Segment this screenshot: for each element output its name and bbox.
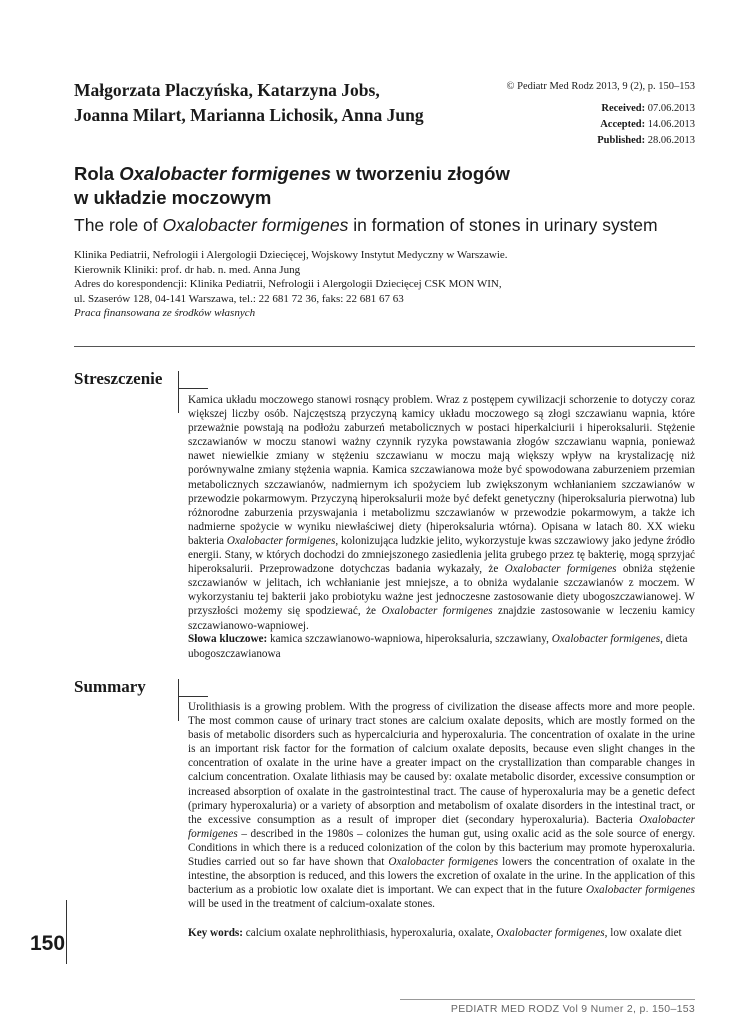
- keywords-polish: Słowa kluczowe: kamica szczawianowo-wapniowa, hiperoksaluria, szczawiany, Oxalobacter formigenes, dieta ubogoszczawianowa: [188, 633, 688, 660]
- divider: [74, 346, 695, 347]
- authors-line-2: Joanna Milart, Marianna Lichosik, Anna Jung: [74, 105, 424, 125]
- section-tick: [178, 388, 208, 389]
- section-bar: [178, 371, 179, 413]
- abstract-polish: Kamica układu moczowego stanowi rosnący problem. Wraz z postępem cywilizacji schorzenie to dotyczy coraz większej liczby osób. Najczęstszą przyczyną kamicy układu moczowego są złogi szczawianu wapnia, które przeważnie powstają na podłożu zaburzeń metabolicznych w postaci hiperkalciurii i hiperoksalurii. Stężenie szczawianów w moczu stanowi ważny czynnik ryzyka powstawania złogów szczawianu wapnia, ponieważ nawet niewielkie zmiany w stężeniu szczawianu w moczu mają większy wpływ na krystalizację niż porównywalne zmiany stężenia wapnia. Kamica szczawianowa może być spowodowana zaburzeniem przemian metabolicznych szczawianów, nadmiernym ich spożyciem lub zwiększonym wchłanianiem szczawianów w przewodzie pokarmowym. Przyczyną hiperoksalurii może być defekt genetyczny (hiperoksaluria pierwotna) lub różnorodne zaburzenia przyswajania i metabolizmu szczawianów w przewodzie pokarmowym, a także ich nadmierne spożycie w wyniku niewłaściwej diety (hiperoksaluria wtórna). Opisana w latach 80. XX wieku bakteria Oxalobacter formigenes, kolonizująca ludzkie jelito, wykorzystuje kwas szczawiowy jako jedyne źródło energii. Stany, w których dochodzi do zmniejszonego zasiedlenia jelita grubego przez tę bakterię, mogą sprzyjać hiperoksalurii. Przeprowadzone dotychczas badania wykazały, że Oxalobacter formigenes obniża stężenie szczawianów w jelitach, ich wchłanianie jest mniejsze, a to obniża wydalanie szczawianów z moczem. W wykorzystaniu tej bakterii jako probiotyku ważne jest jednoczesne zastosowanie diety ubogoszczawianowej. W przyszłości możemy się spodziewać, że Oxalobacter formigenes znajdzie zastosowanie w leczeniu kamicy szczawianowo-wapniowej.: [188, 394, 696, 632]
- page-number: 150: [30, 932, 66, 955]
- authors-line-1: Małgorzata Placzyńska, Katarzyna Jobs,: [74, 80, 380, 100]
- section-bar: [178, 679, 179, 721]
- affiliation: Klinika Pediatrii, Nefrologii i Alergologii Dziecięcej, Wojskowy Instytut Medyczny w Warszawie. Kierownik Kliniki: prof. dr hab. n. med. Anna Jung Adres do korespondencji: Klinika Pediatrii, Nefrologii i Alergologii Dziecięcej CSK MON WIN, ul. Szaserów 128, 04-141 Warszawa, tel.: 22 681 72 36, faks: 22 681 67 63 Praca finansowana ze środków własnych: [74, 248, 694, 321]
- heading-streszczenie: Streszczenie: [74, 369, 163, 388]
- page-number-bar: [66, 900, 67, 964]
- abstract-english: Urolithiasis is a growing problem. With the progress of civilization the disease affects more and more people. The most common cause of urinary tract stones are calcium oxalate deposits, which are mostly formed on the basis of metabolic disorders such as hypercalciuria and hyperoxaluria. The concentration of oxalate in the urine is an important risk factor for the formation of calcium oxalate deposits, because even slight changes in the concentration of oxalate in the urine have a greater impact on the crystallization than comparable changes in calcium concentration. Oxalate lithiasis may be caused by: oxalate metabolic disorder, excessive consumption or increased absorption of oxalate in the gastrointestinal tract. The cause of hyperoxaluria may be a genetic defect (primary hyperoxaluria) or a variety of absorption and metabolism of oxalate disorders in the intestinal tract, or the excessive consumption as a result of improper diet (secondary hyperoxaluria). Bacteria Oxalobacter formigenes – described in the 1980s – colonizes the human gut, using oxalic acid as the sole source of energy. Conditions in which there is a reduced colonization of the colon by this bacterium may promote hyperoxaluria. Studies carried out so far have shown that Oxalobacter formigenes lowers the concentration of oxalate in the intestine, the absorption is reduced, and this lowers the excretion of oxalate in the urine. In the application of this bacterium as a probiotic low oxalate diet is important. We can expect that in the future Oxalobacter formigenes will be used in the treatment of calcium-oxalate stones.: [188, 701, 695, 911]
- footer-rule: [400, 999, 695, 1000]
- citation: © Pediatr Med Rodz 2013, 9 (2), p. 150–153: [506, 81, 695, 92]
- title-english: The role of Oxalobacter formigenes in formation of stones in urinary system: [74, 215, 658, 235]
- title-polish: Rola Oxalobacter formigenes w tworzeniu złogów w układzie moczowym: [74, 163, 510, 208]
- funding-note: Praca finansowana ze środków własnych: [74, 307, 256, 319]
- published-date: Published: 28.06.2013: [597, 135, 695, 146]
- heading-summary: Summary: [74, 677, 146, 696]
- authors: [74, 78, 484, 128]
- keywords-english: Key words: calcium oxalate nephrolithiasis, hyperoxaluria, oxalate, Oxalobacter formigenes, low oxalate diet: [188, 927, 682, 939]
- article-dates: [520, 101, 695, 149]
- footer-journal: PEDIATR MED RODZ Vol 9 Numer 2, p. 150–153: [450, 1003, 695, 1015]
- received-date: Received: 07.06.2013: [601, 103, 695, 114]
- accepted-date: Accepted: 14.06.2013: [600, 119, 695, 130]
- section-tick: [178, 696, 208, 697]
